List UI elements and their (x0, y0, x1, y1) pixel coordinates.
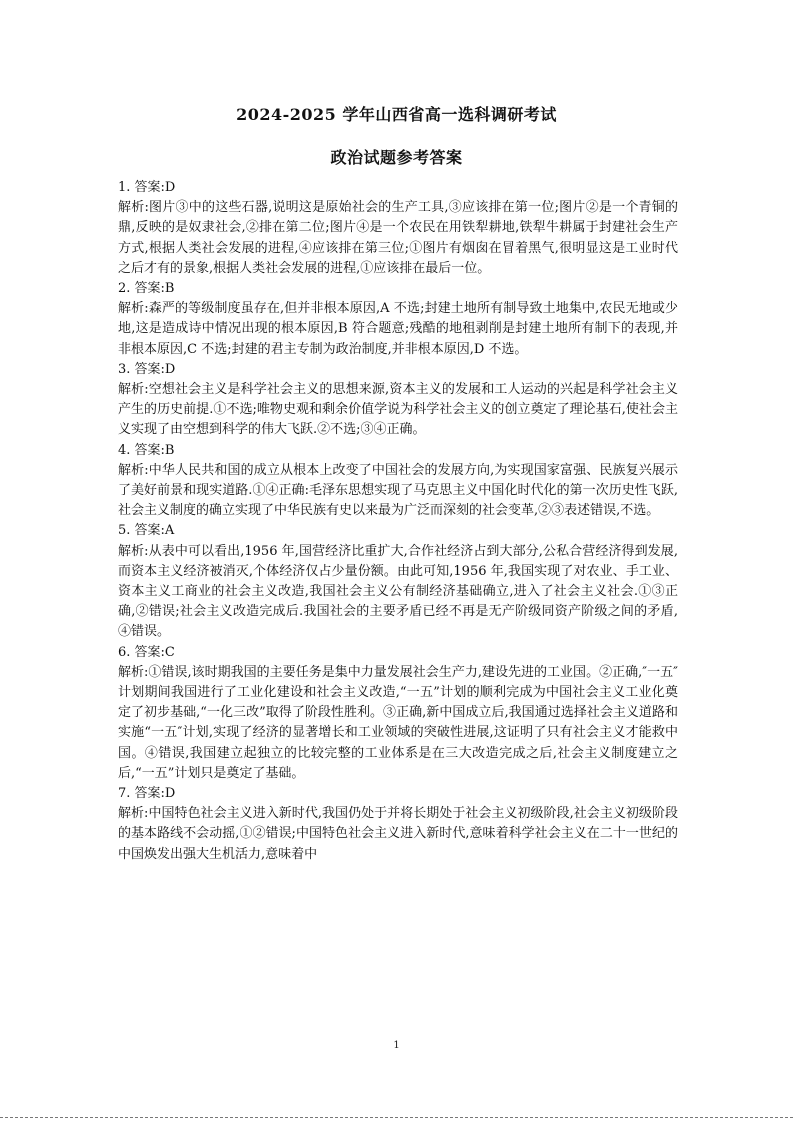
question-3-answer: 3. 答案:D (118, 361, 176, 377)
question-5-analysis: 解析:从表中可以看出,1956 年,国营经济比重扩大,合作社经济占到大部分,公私合营经济得到发展,而资本主义经济被消灭,个体经济仅占少量份额。由此可知,1956 年,我国实现了对农业、手工业、资本主义工商业的社会主义改造,我国社会主义公有制经济基础确立,进入了社会主义社会.①③正确,②错误;社会主义改造完成后.我国社会的主要矛盾已经不再是无产阶级同资产阶级之间的矛盾,④错误。 (118, 543, 678, 640)
question-3-analysis: 解析:空想社会主义是科学社会主义的思想来源,资本主义的发展和工人运动的兴起是科学社会主义产生的历史前提.①不选;唯物史观和剩余价值学说为科学社会主义的创立奠定了理论基石,使社会主义实现了由空想到科学的伟大飞跃.②不选;③④正确。 (118, 381, 678, 438)
question-4-answer: 4. 答案:B (118, 442, 175, 458)
question-4 (118, 441, 678, 522)
document-subtitle: 政治试题参考答案 (330, 148, 463, 167)
question-7-answer: 7. 答案:D (118, 786, 176, 801)
question-2 (118, 279, 678, 360)
question-5-answer: 5. 答案:A (118, 523, 175, 539)
question-7-analysis: 解析:中国特色社会主义进入新时代,我国仍处于并将长期处于社会主义初级阶段,社会主义初级阶段的基本路线不会动摇,①②错误;中国特色社会主义进入新时代,意味着科学社会主义在二十一世纪的中国焕发出强大生机活力,意味着中 (118, 806, 678, 862)
question-2-analysis: 解析:森严的等级制度虽存在,但并非根本原因,A 不选;封建土地所有制导致土地集中,农民无地或少地,这是造成诗中情况出现的根本原因,B 符合题意;残酷的地租剥削是封建土地所有制下的表现,并非根本原因,C 不选;封建的君主专制为政治制度,并非根本原因,D 不选。 (118, 301, 678, 357)
question-5 (118, 521, 678, 642)
question-6-analysis: 解析:①错误,该时期我国的主要任务是集中力量发展社会生产力,建设先进的工业国。②正确,″一五″计划期间我国进行了工业化建设和社会主义改造,“一五”计划的顺利完成为中国社会主义工业化奠定了初步基础,“一化三改”取得了阶段性胜利。③正确,新中国成立后,我国通过选择社会主义道路和实施“一五″计划,实现了经济的显著增长和工业领域的突破性进展,这证明了只有社会主义才能救中国。④错误,我国建立起独立的比较完整的工业体系是在三大改造完成之后,社会主义制度建立之后,“一五”计划只是奠定了基础。 (118, 664, 678, 781)
question-1 (118, 178, 678, 279)
question-4-analysis: 解析:中华人民共和国的成立从根本上改变了中国社会的发展方向,为实现国家富强、民族复兴展示了美好前景和现实道路.①④正确:毛泽东思想实现了马克思主义中国化时代化的第一次历史性飞跃,社会主义制度的确立实现了中华民族有史以来最为广泛而深刻的社会变革,②③表述错误,不选。 (118, 462, 678, 519)
question-2-answer: 2. 答案:B (118, 281, 175, 296)
question-3 (118, 360, 678, 441)
page-number: 1 (393, 1040, 400, 1051)
answer-list (118, 178, 678, 865)
question-1-answer: 1. 答案:D (118, 180, 176, 195)
question-6-answer: 6. 答案:C (118, 644, 175, 660)
question-7 (118, 784, 678, 865)
page-bottom-divider (0, 1117, 793, 1118)
question-1-analysis: 解析:图片③中的这些石器,说明这是原始社会的生产工具,③应该排在第一位;图片②是一个青铜的鼎,反映的是奴隶社会,②排在第二位;图片④是一个农民在用铁犁耕地,铁犁牛耕属于封建社会生产方式,根据人类社会发展的进程,④应该排在第三位;①图片有烟囱在冒着黑气,很明显这是工业时代之后才有的景象,根据人类社会发展的进程,①应该排在最后一位。 (118, 200, 678, 276)
document-title: 2024-2025 学年山西省高一选科调研考试 (236, 105, 557, 124)
question-6 (118, 643, 678, 784)
